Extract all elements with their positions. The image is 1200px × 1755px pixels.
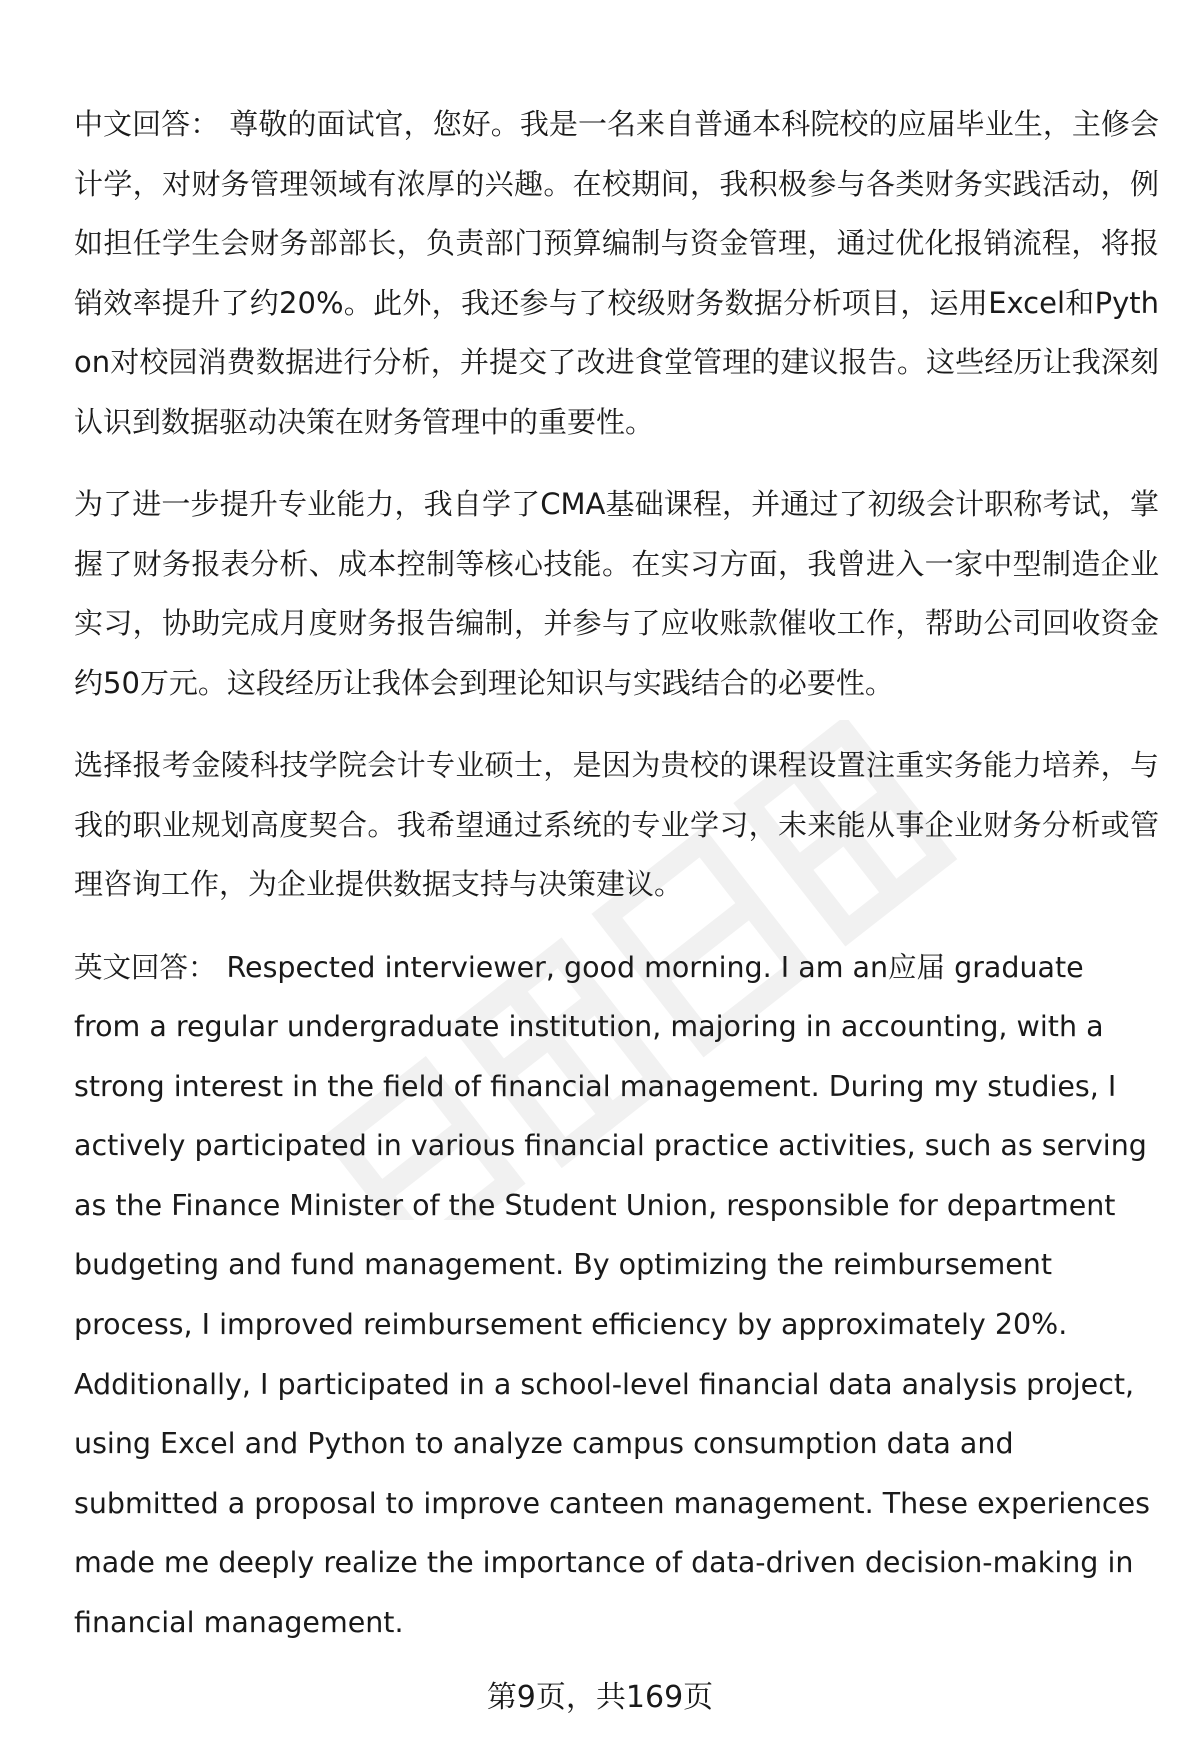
paragraph-professional-skills bbox=[74, 475, 1159, 713]
document-body bbox=[74, 95, 1159, 1676]
english-answer-label: 英文回答： bbox=[74, 950, 217, 984]
paragraph-chinese-answer bbox=[74, 95, 1159, 452]
page-number-footer: 第9页，共169页 bbox=[486, 1680, 714, 1715]
professional-skills-text: 为了进一步提升专业能力，我自学了CMA基础课程，并通过了初级会计职称考试，掌握了财务报表分析、成本控制等核心技能。在实习方面，我曾进入一家中型制造企业实习，协助完成月度财务报告编制，并参与了应收账款催收工作，帮助公司回收资金约50万元。这段经历让我体会到理论知识与实践结合的必要性。 bbox=[74, 487, 1159, 700]
paragraph-school-choice bbox=[74, 736, 1159, 915]
chinese-answer-label: 中文回答： bbox=[74, 107, 220, 141]
chinese-answer-text: 尊敬的面试官，您好。我是一名来自普通本科院校的应届毕业生，主修会计学，对财务管理领域有浓厚的兴趣。在校期间，我积极参与各类财务实践活动，例如担任学生会财务部部长，负责部门预算编制与资金管理，通过优化报销流程，将报销效率提升了约20%。此外，我还参与了校级财务数据分析项目，运用Excel和Python对校园消费数据进行分析，并提交了改进食堂管理的建议报告。这些经历让我深刻认识到数据驱动决策在财务管理中的重要性。 bbox=[74, 107, 1159, 439]
paragraph-english-answer bbox=[74, 938, 1159, 1653]
english-answer-text: Respected interviewer, good morning. I am an应届 graduate from a regular undergraduate institution, majoring in accounting, with a strong interest in the field of financial management. During my studies, I actively participated in various financial practice activities, such as serving as the Finance Minister of the Student Union, responsible for department budgeting and fund management. By optimizing the reimbursement process, I improved reimbursement efficiency by approximately 20%. Additionally, I participated in a school-level financial data analysis project, using Excel and Python to analyze campus consumption data and submitted a proposal to improve canteen management. These experiences made me deeply realize the importance of data-driven decision-making in financial management. bbox=[74, 950, 1150, 1640]
school-choice-text: 选择报考金陵科技学院会计专业硕士，是因为贵校的课程设置注重实务能力培养，与我的职业规划高度契合。我希望通过系统的专业学习，未来能从事企业财务分析或管理咨询工作，为企业提供数据支持与决策建议。 bbox=[74, 748, 1159, 901]
